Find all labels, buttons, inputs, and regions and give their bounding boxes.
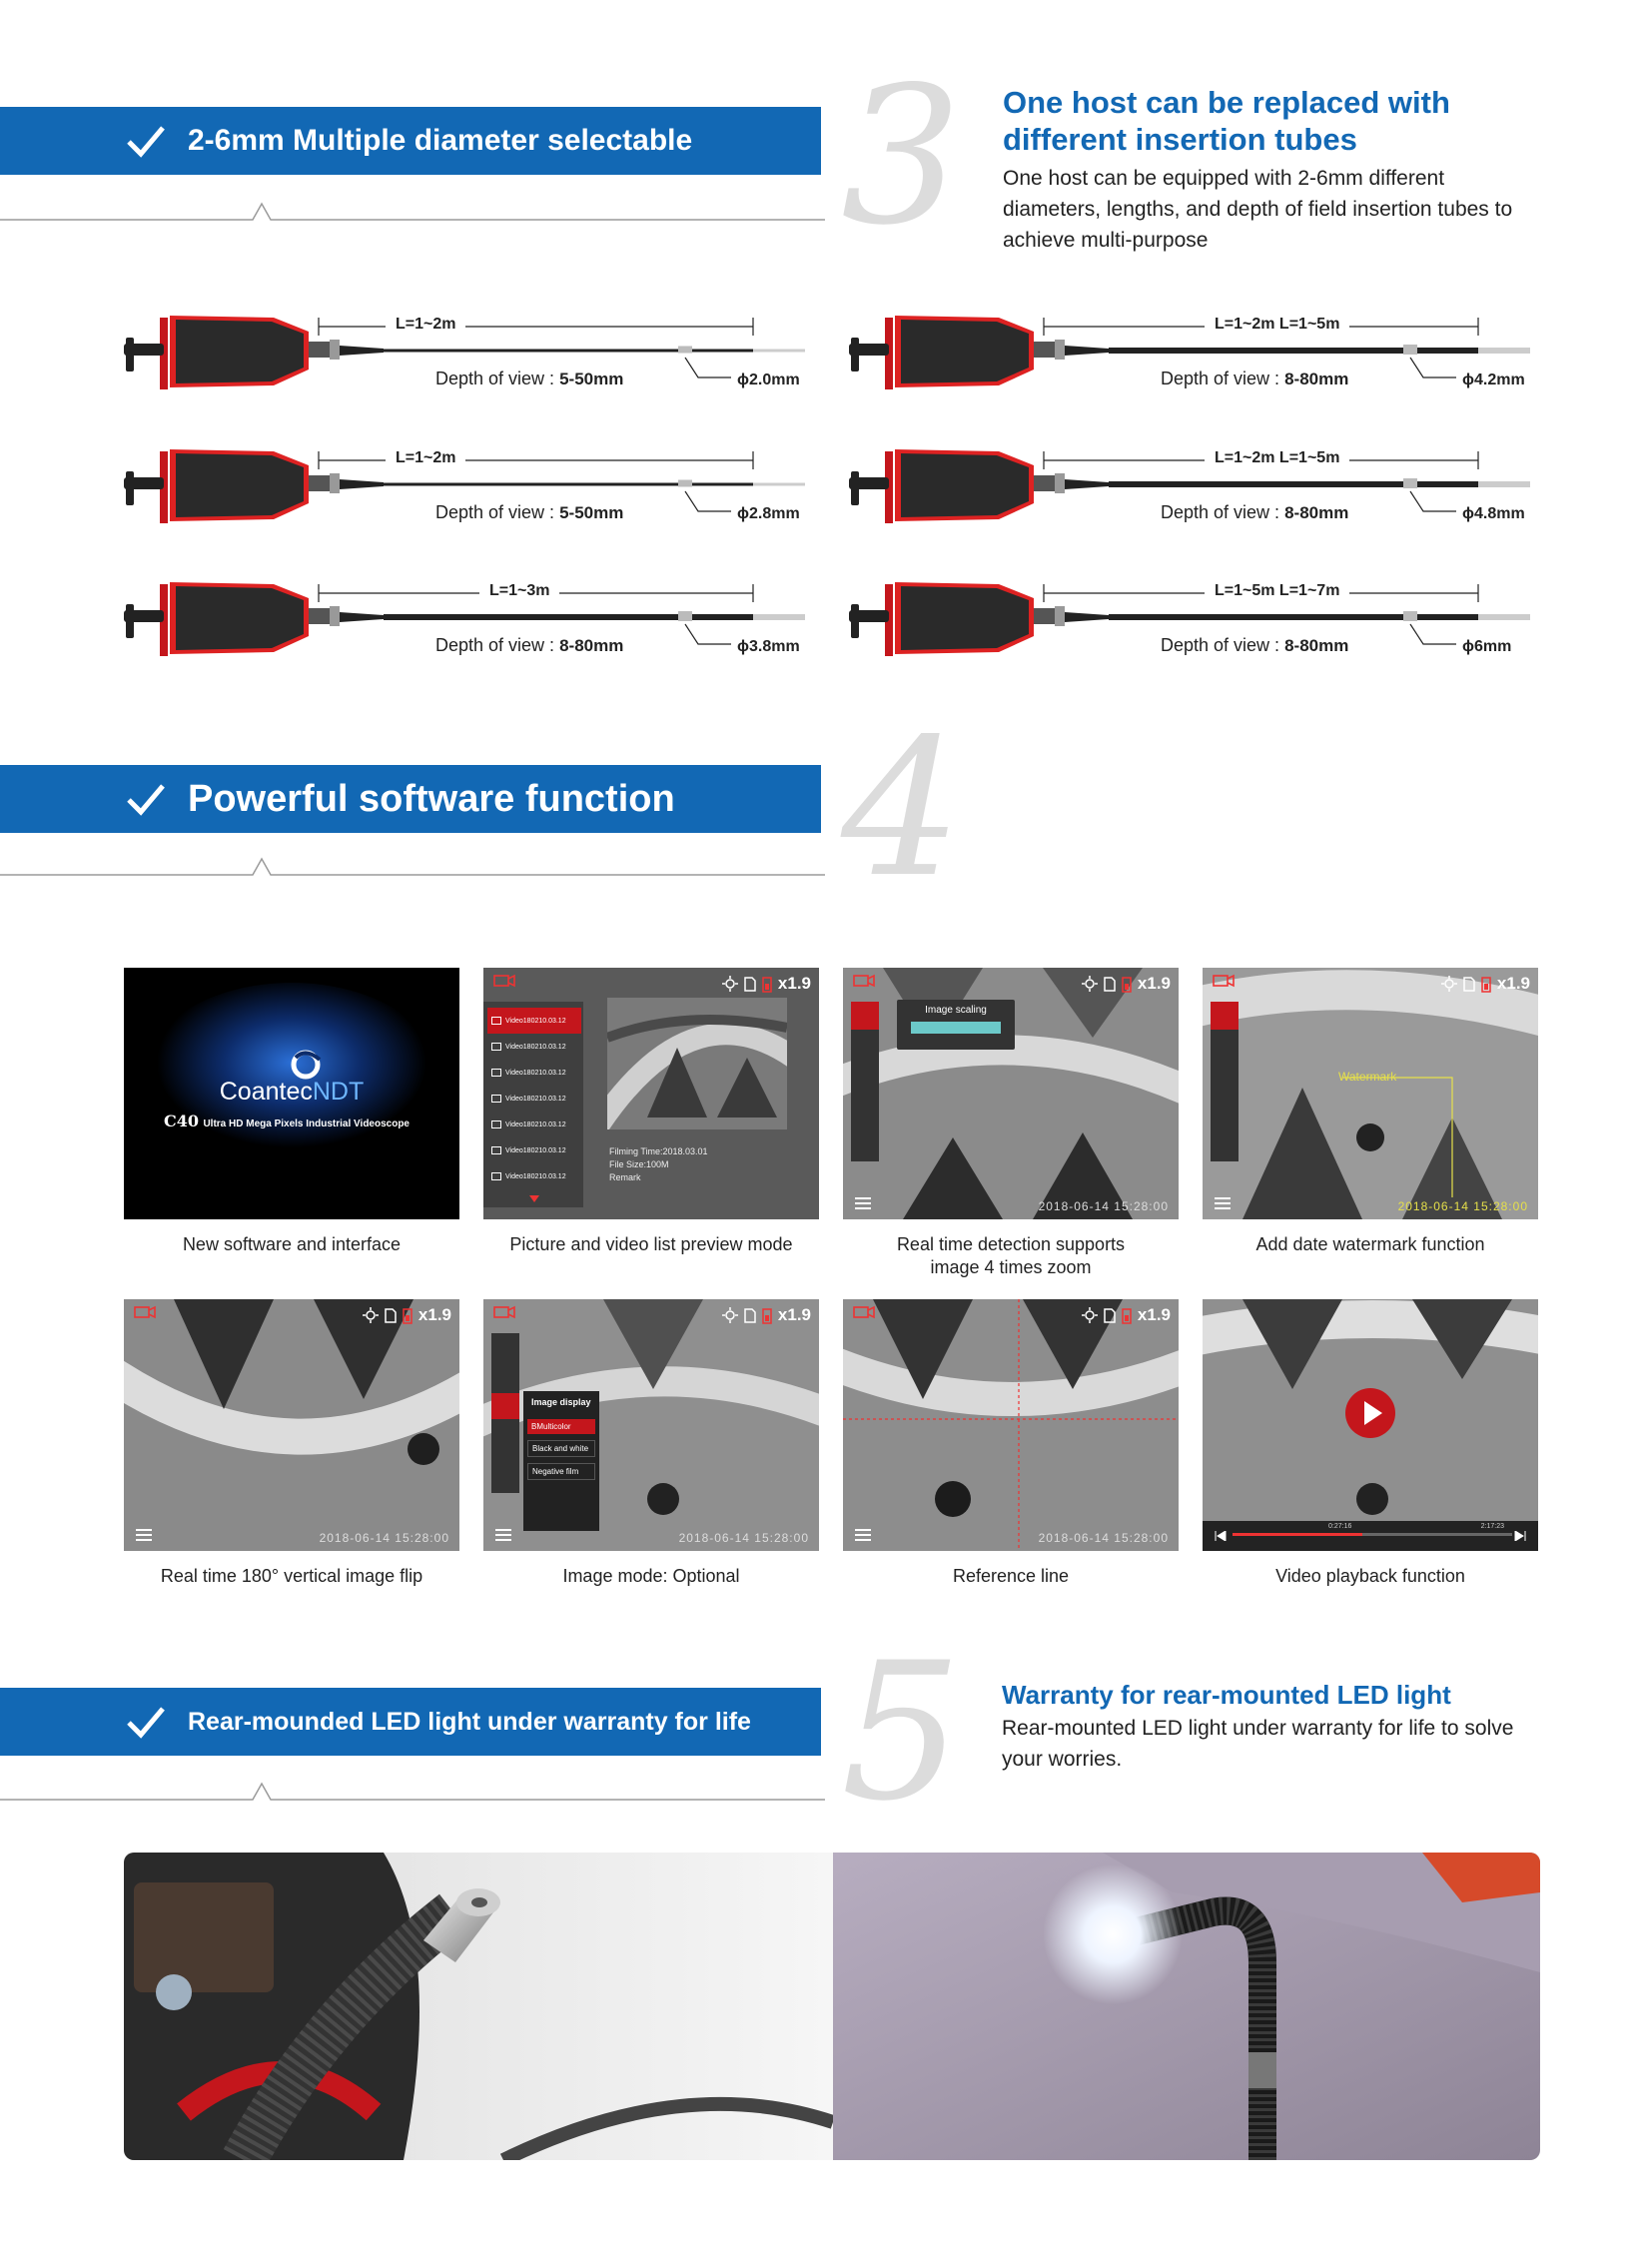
section-banner-text: Powerful software function [188, 777, 675, 820]
zoom-level: x1.9 [777, 1305, 811, 1324]
depth-of-view [435, 502, 623, 523]
battery-icon [762, 976, 772, 993]
menu-icon[interactable] [1215, 1197, 1231, 1209]
depth-of-view-label: Depth of view : [1161, 502, 1280, 522]
file-name: Video180210.03.12 [505, 1121, 566, 1128]
led-probe-illustration [124, 1853, 1540, 2160]
depth-of-view [1161, 635, 1348, 656]
description-line: Rear-mounted LED light under warranty for life to solve [1002, 1717, 1514, 1740]
zoom-tool-icon[interactable] [1211, 1002, 1239, 1030]
zoom-slider[interactable] [911, 1022, 1001, 1034]
caption: Image mode: Optional [562, 1566, 740, 1586]
probe-drawing [124, 439, 813, 543]
caption: Add date watermark function [1255, 1234, 1485, 1254]
screenshot-image-flip [124, 1299, 459, 1551]
brightness-icon [1082, 1307, 1098, 1323]
section-banner-diameter [0, 107, 821, 175]
section-number: 3 [841, 46, 962, 267]
screenshot-new-interface [124, 968, 459, 1219]
display-option-negative[interactable]: Negative film [527, 1463, 595, 1480]
section-banner-led [0, 1688, 821, 1756]
depth-of-view-value: 8-80mm [559, 636, 624, 655]
menu-icon[interactable] [855, 1529, 871, 1541]
depth-of-view-value: 8-80mm [1284, 636, 1349, 655]
probe-drawing [124, 306, 813, 409]
caption: Reference line [952, 1566, 1070, 1586]
tube-length-label: L=1~2m L=1~5m [1205, 316, 1349, 334]
screenshot-video-playback [1203, 1299, 1538, 1551]
caption-line: Real time detection supports [896, 1234, 1126, 1254]
checkmark-icon [124, 777, 168, 821]
file-name: Video180210.03.12 [505, 1146, 566, 1154]
video-file-icon [491, 1043, 501, 1051]
depth-of-view [1161, 369, 1348, 389]
file-list-item[interactable] [487, 1112, 581, 1137]
status-bar [1082, 1305, 1171, 1325]
zoom-level: x1.9 [1137, 1305, 1171, 1324]
depth-of-view-value: 8-80mm [1284, 370, 1349, 388]
file-info-line: Remark [609, 1172, 641, 1182]
section-divider [0, 1780, 825, 1804]
description-line: your worries. [1002, 1748, 1123, 1771]
timestamp: 2018-06-14 15:28:00 [1038, 1531, 1169, 1545]
insertion-tube-5 [124, 572, 813, 676]
probe-drawing [849, 306, 1538, 409]
file-name: Video180210.03.12 [505, 1043, 566, 1051]
menu-icon[interactable] [136, 1529, 152, 1541]
status-bar [1441, 974, 1530, 994]
image-display-menu [523, 1391, 599, 1531]
depth-of-view-label: Depth of view : [435, 635, 555, 655]
playback-current-time: 0:27:16 [1328, 1523, 1352, 1530]
led-light-photo [124, 1853, 1540, 2160]
insertion-tube-3 [124, 439, 813, 543]
video-file-icon [491, 1017, 501, 1025]
sd-card-icon [744, 977, 756, 992]
caption [843, 1233, 1179, 1279]
depth-of-view [435, 635, 623, 656]
brightness-icon [363, 1307, 379, 1323]
tube-diameter-label: ϕ6mm [1462, 638, 1512, 655]
file-info [609, 1145, 708, 1184]
camera-icon [493, 1305, 515, 1319]
timestamp: 2018-06-14 15:28:00 [319, 1531, 449, 1545]
display-tool-icon[interactable] [491, 1393, 519, 1419]
section-divider [0, 855, 825, 879]
status-bar [722, 1305, 811, 1325]
zoom-level: x1.9 [777, 974, 811, 993]
scroll-down-arrow-icon[interactable] [529, 1195, 539, 1203]
status-bar [363, 1305, 451, 1325]
depth-of-view-value: 8-80mm [1284, 503, 1349, 522]
tube-diameter-label: ϕ2.8mm [737, 505, 800, 522]
section-description [1002, 1713, 1513, 1775]
file-list-item[interactable] [487, 1086, 581, 1112]
sd-card-icon [1104, 1308, 1116, 1323]
section-title [1003, 84, 1450, 158]
caption: New software and interface [182, 1234, 402, 1254]
tube-length-label: L=1~5m L=1~7m [1205, 582, 1349, 600]
sd-card-icon [385, 1308, 397, 1323]
status-bar [1082, 974, 1171, 994]
file-name: Video180210.03.12 [505, 1172, 566, 1180]
camera-icon [1213, 974, 1235, 988]
camera-icon [493, 974, 515, 988]
display-option-multicolor[interactable]: BMulticolor [527, 1419, 595, 1434]
insertion-tube-6 [849, 572, 1538, 676]
probe-drawing [124, 572, 813, 676]
caption: Picture and video list preview mode [509, 1234, 793, 1254]
screenshot-zoom [843, 968, 1179, 1219]
file-name: Video180210.03.12 [505, 1095, 566, 1103]
depth-of-view-value: 5-50mm [559, 370, 624, 388]
tube-diameter-label: ϕ3.8mm [737, 638, 800, 655]
wheel-image [843, 1299, 1179, 1551]
brightness-icon [722, 976, 738, 992]
insertion-tube-4 [849, 439, 1538, 543]
checkmark-icon [124, 1700, 168, 1744]
video-file-icon [491, 1172, 501, 1180]
section-title-line: One host can be replaced with [1003, 85, 1450, 120]
probe-drawing [849, 572, 1538, 676]
camera-icon [853, 1305, 875, 1319]
timestamp: 2018-06-14 15:28:00 [1038, 1199, 1169, 1213]
tube-length-label: L=1~3m [479, 582, 559, 600]
insertion-tube-2 [849, 306, 1538, 409]
preview-thumbnail[interactable] [607, 998, 787, 1129]
depth-of-view-label: Depth of view : [1161, 635, 1280, 655]
file-list-item[interactable] [487, 1137, 581, 1163]
zoom-tool-icon[interactable] [851, 1002, 879, 1030]
caption: Real time 180° vertical image flip [160, 1566, 423, 1586]
tube-diameter-label: ϕ2.0mm [737, 372, 800, 388]
video-file-icon [491, 1069, 501, 1077]
brightness-icon [722, 1307, 738, 1323]
status-bar [722, 974, 811, 994]
video-file-icon [491, 1121, 501, 1128]
screenshot-list-preview [483, 968, 819, 1219]
description-line: diameters, lengths, and depth of field insertion tubes to [1003, 198, 1513, 221]
section-description [1003, 163, 1512, 256]
section-banner-text: 2-6mm Multiple diameter selectable [188, 124, 693, 157]
screenshot-image-mode [483, 1299, 819, 1551]
section-banner-software [0, 765, 821, 833]
battery-icon [1481, 976, 1491, 993]
tube-length-label: L=1~2m L=1~5m [1205, 449, 1349, 467]
logo-brand-ndt: NDT [312, 1078, 365, 1106]
file-list-item[interactable] [487, 1060, 581, 1086]
camera-icon [134, 1305, 156, 1319]
zoom-level: x1.9 [1496, 974, 1530, 993]
file-name: Video180210.03.12 [505, 1017, 566, 1025]
sd-card-icon [1463, 977, 1475, 992]
file-list [487, 1008, 581, 1189]
logo-model-line [164, 1112, 443, 1131]
wheel-image [124, 1299, 459, 1551]
file-info-line: Filming Time:2018.03.01 [609, 1146, 708, 1156]
caption-line: image 4 times zoom [930, 1257, 1092, 1277]
depth-of-view [435, 369, 623, 389]
section-number: 4 [841, 698, 962, 919]
section-number: 5 [841, 1622, 962, 1843]
play-button-icon[interactable] [1344, 1387, 1396, 1439]
tube-length-label: L=1~2m [386, 316, 465, 334]
screenshot-reference-line [843, 1299, 1179, 1551]
file-name: Video180210.03.12 [505, 1069, 566, 1077]
file-list-item[interactable] [487, 1163, 581, 1189]
watermark-label: Watermark [1338, 1070, 1397, 1084]
section-title: Warranty for rear-mounted LED light [1002, 1680, 1451, 1710]
sd-card-icon [744, 1308, 756, 1323]
video-file-icon [491, 1095, 501, 1103]
tool-sidebar [1211, 1002, 1239, 1161]
image-scaling-popup [897, 1000, 1015, 1050]
camera-icon [853, 974, 875, 988]
file-list-item[interactable] [487, 1008, 581, 1034]
menu-icon[interactable] [495, 1529, 511, 1541]
tube-diameter-label: ϕ4.2mm [1462, 372, 1525, 388]
depth-of-view-label: Depth of view : [435, 369, 555, 388]
section-banner-text: Rear-mounded LED light under warranty for life [188, 1707, 751, 1736]
screenshot-watermark [1203, 968, 1538, 1219]
tube-length-label: L=1~2m [386, 449, 465, 467]
depth-of-view-label: Depth of view : [1161, 369, 1280, 388]
description-line: achieve multi-purpose [1003, 229, 1209, 252]
logo-brand: Coantec [219, 1078, 313, 1106]
tool-sidebar [491, 1333, 519, 1493]
section-divider [0, 200, 825, 224]
depth-of-view [1161, 502, 1348, 523]
tube-diameter-label: ϕ4.8mm [1462, 505, 1525, 522]
tool-sidebar [851, 1002, 879, 1161]
insertion-tube-1 [124, 306, 813, 409]
timestamp: 2018-06-14 15:28:00 [678, 1531, 809, 1545]
wheel-image [1203, 968, 1538, 1219]
file-info-line: File Size:100M [609, 1159, 669, 1169]
skip-back-icon[interactable] [1215, 1531, 1227, 1541]
image-scaling-label: Image scaling [925, 1005, 987, 1016]
checkmark-icon [124, 119, 168, 163]
logo-model: C40 [164, 1112, 199, 1130]
section-title-line: different insertion tubes [1003, 122, 1357, 157]
battery-icon [1122, 1307, 1132, 1324]
zoom-level: x1.9 [1137, 974, 1171, 993]
logo-wordmark [124, 1078, 459, 1107]
display-option-black-white[interactable]: Black and white [527, 1440, 595, 1457]
sd-card-icon [1104, 977, 1116, 992]
skip-forward-icon[interactable] [1514, 1531, 1526, 1541]
brightness-icon [1441, 976, 1457, 992]
file-list-item[interactable] [487, 1034, 581, 1060]
logo-tagline: Ultra HD Mega Pixels Industrial Videoscope [203, 1119, 410, 1129]
battery-icon [762, 1307, 772, 1324]
battery-icon [1122, 976, 1132, 993]
image-display-title: Image display [531, 1397, 591, 1407]
zoom-level: x1.9 [417, 1305, 451, 1324]
playback-total-time: 2:17:23 [1480, 1523, 1504, 1530]
timestamp: 2018-06-14 15:28:00 [1397, 1199, 1528, 1213]
brightness-icon [1082, 976, 1098, 992]
depth-of-view-label: Depth of view : [435, 502, 555, 522]
probe-drawing [849, 439, 1538, 543]
video-file-icon [491, 1146, 501, 1154]
depth-of-view-value: 5-50mm [559, 503, 624, 522]
caption: Video playback function [1275, 1566, 1465, 1586]
menu-icon[interactable] [855, 1197, 871, 1209]
description-line: One host can be equipped with 2-6mm different [1003, 167, 1445, 190]
battery-icon [403, 1307, 413, 1324]
